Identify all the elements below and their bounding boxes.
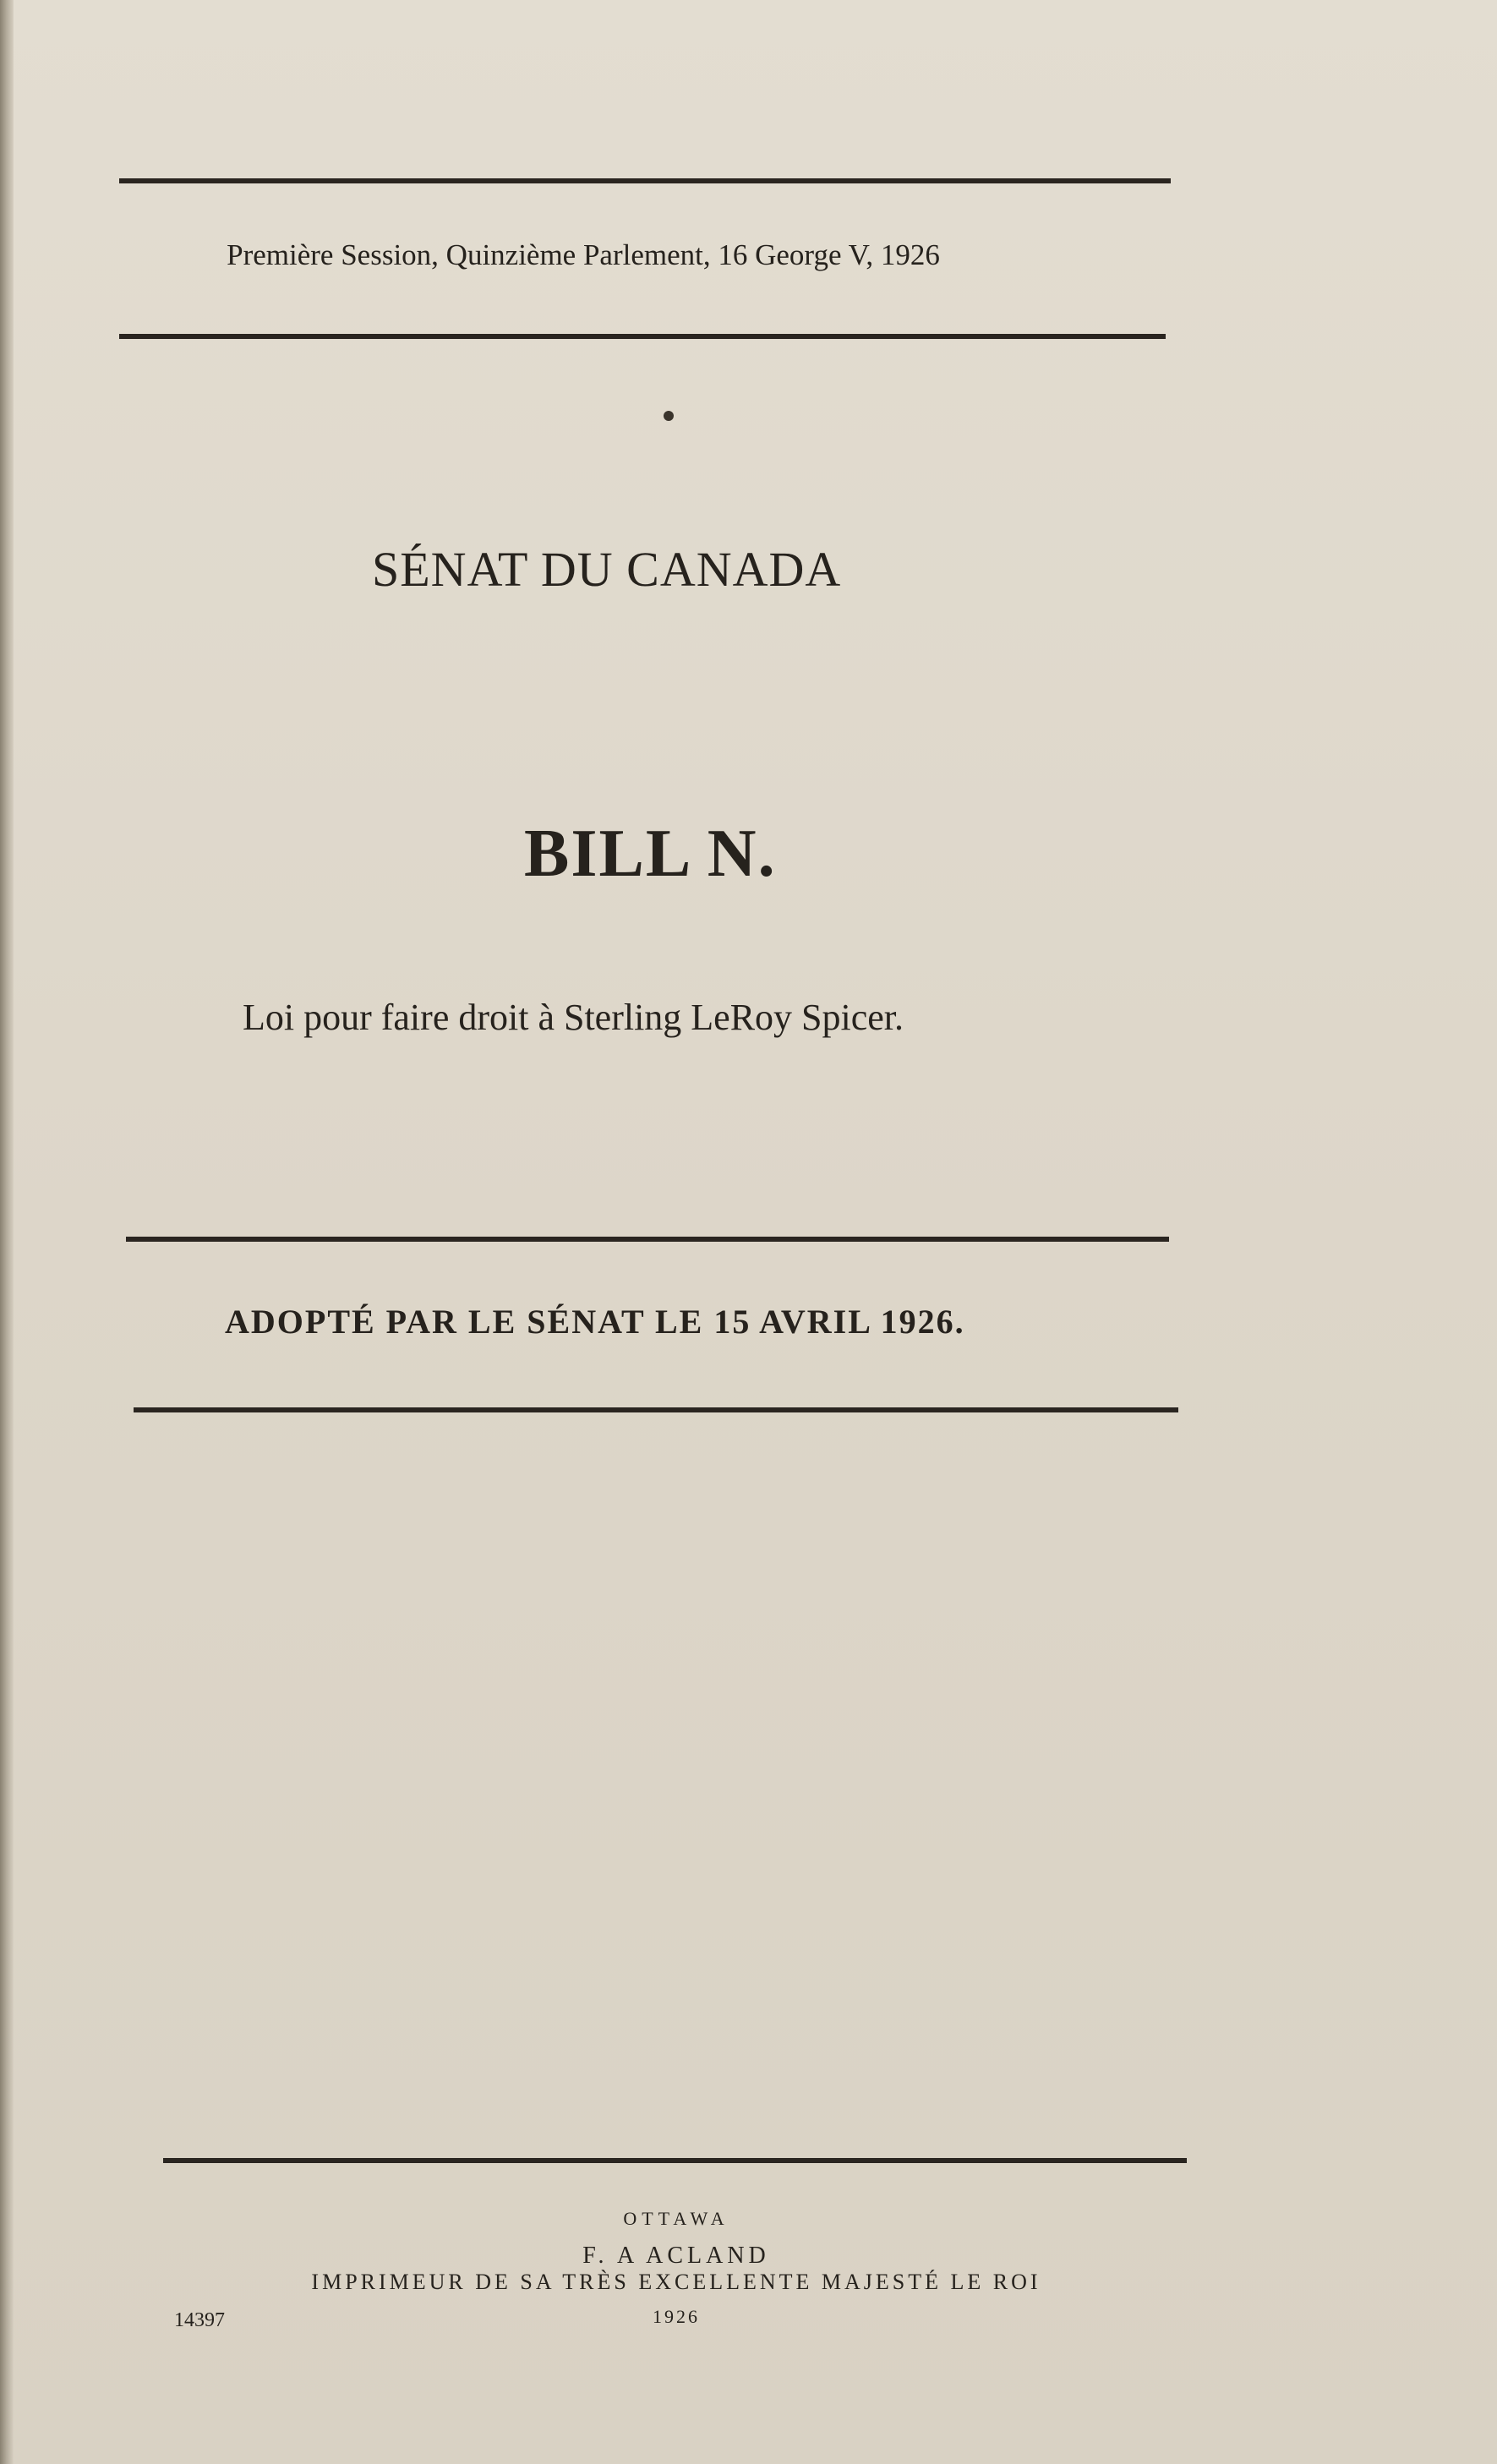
imprint-printer: F. A ACLAND (582, 2243, 770, 2269)
top-rule (119, 178, 1171, 183)
adopted-top-rule (126, 1237, 1169, 1242)
bill-title: BILL N. (524, 817, 777, 891)
imprint-year: 1926 (653, 2306, 700, 2327)
imprint-city: OTTAWA (623, 2208, 729, 2229)
imprint-printer-title: IMPRIMEUR DE SA TRÈS EXCELLENTE MAJESTÉ LE ROI (311, 2270, 1041, 2294)
binding-edge (0, 0, 14, 2464)
adopted-statement: ADOPTÉ PAR LE SÉNAT LE 15 AVRIL 1926. (225, 1303, 965, 1341)
ornament-dot (664, 411, 674, 421)
senate-heading: SÉNAT DU CANADA (372, 542, 842, 597)
adopted-bottom-rule (134, 1407, 1178, 1412)
header-bottom-rule (119, 334, 1166, 339)
session-line: Première Session, Quinzième Parlement, 16 George V, 1926 (227, 238, 940, 271)
print-code: 14397 (174, 2309, 225, 2331)
bill-description: Loi pour faire droit à Sterling LeRoy Spicer. (243, 997, 904, 1038)
imprint-rule (163, 2158, 1187, 2163)
